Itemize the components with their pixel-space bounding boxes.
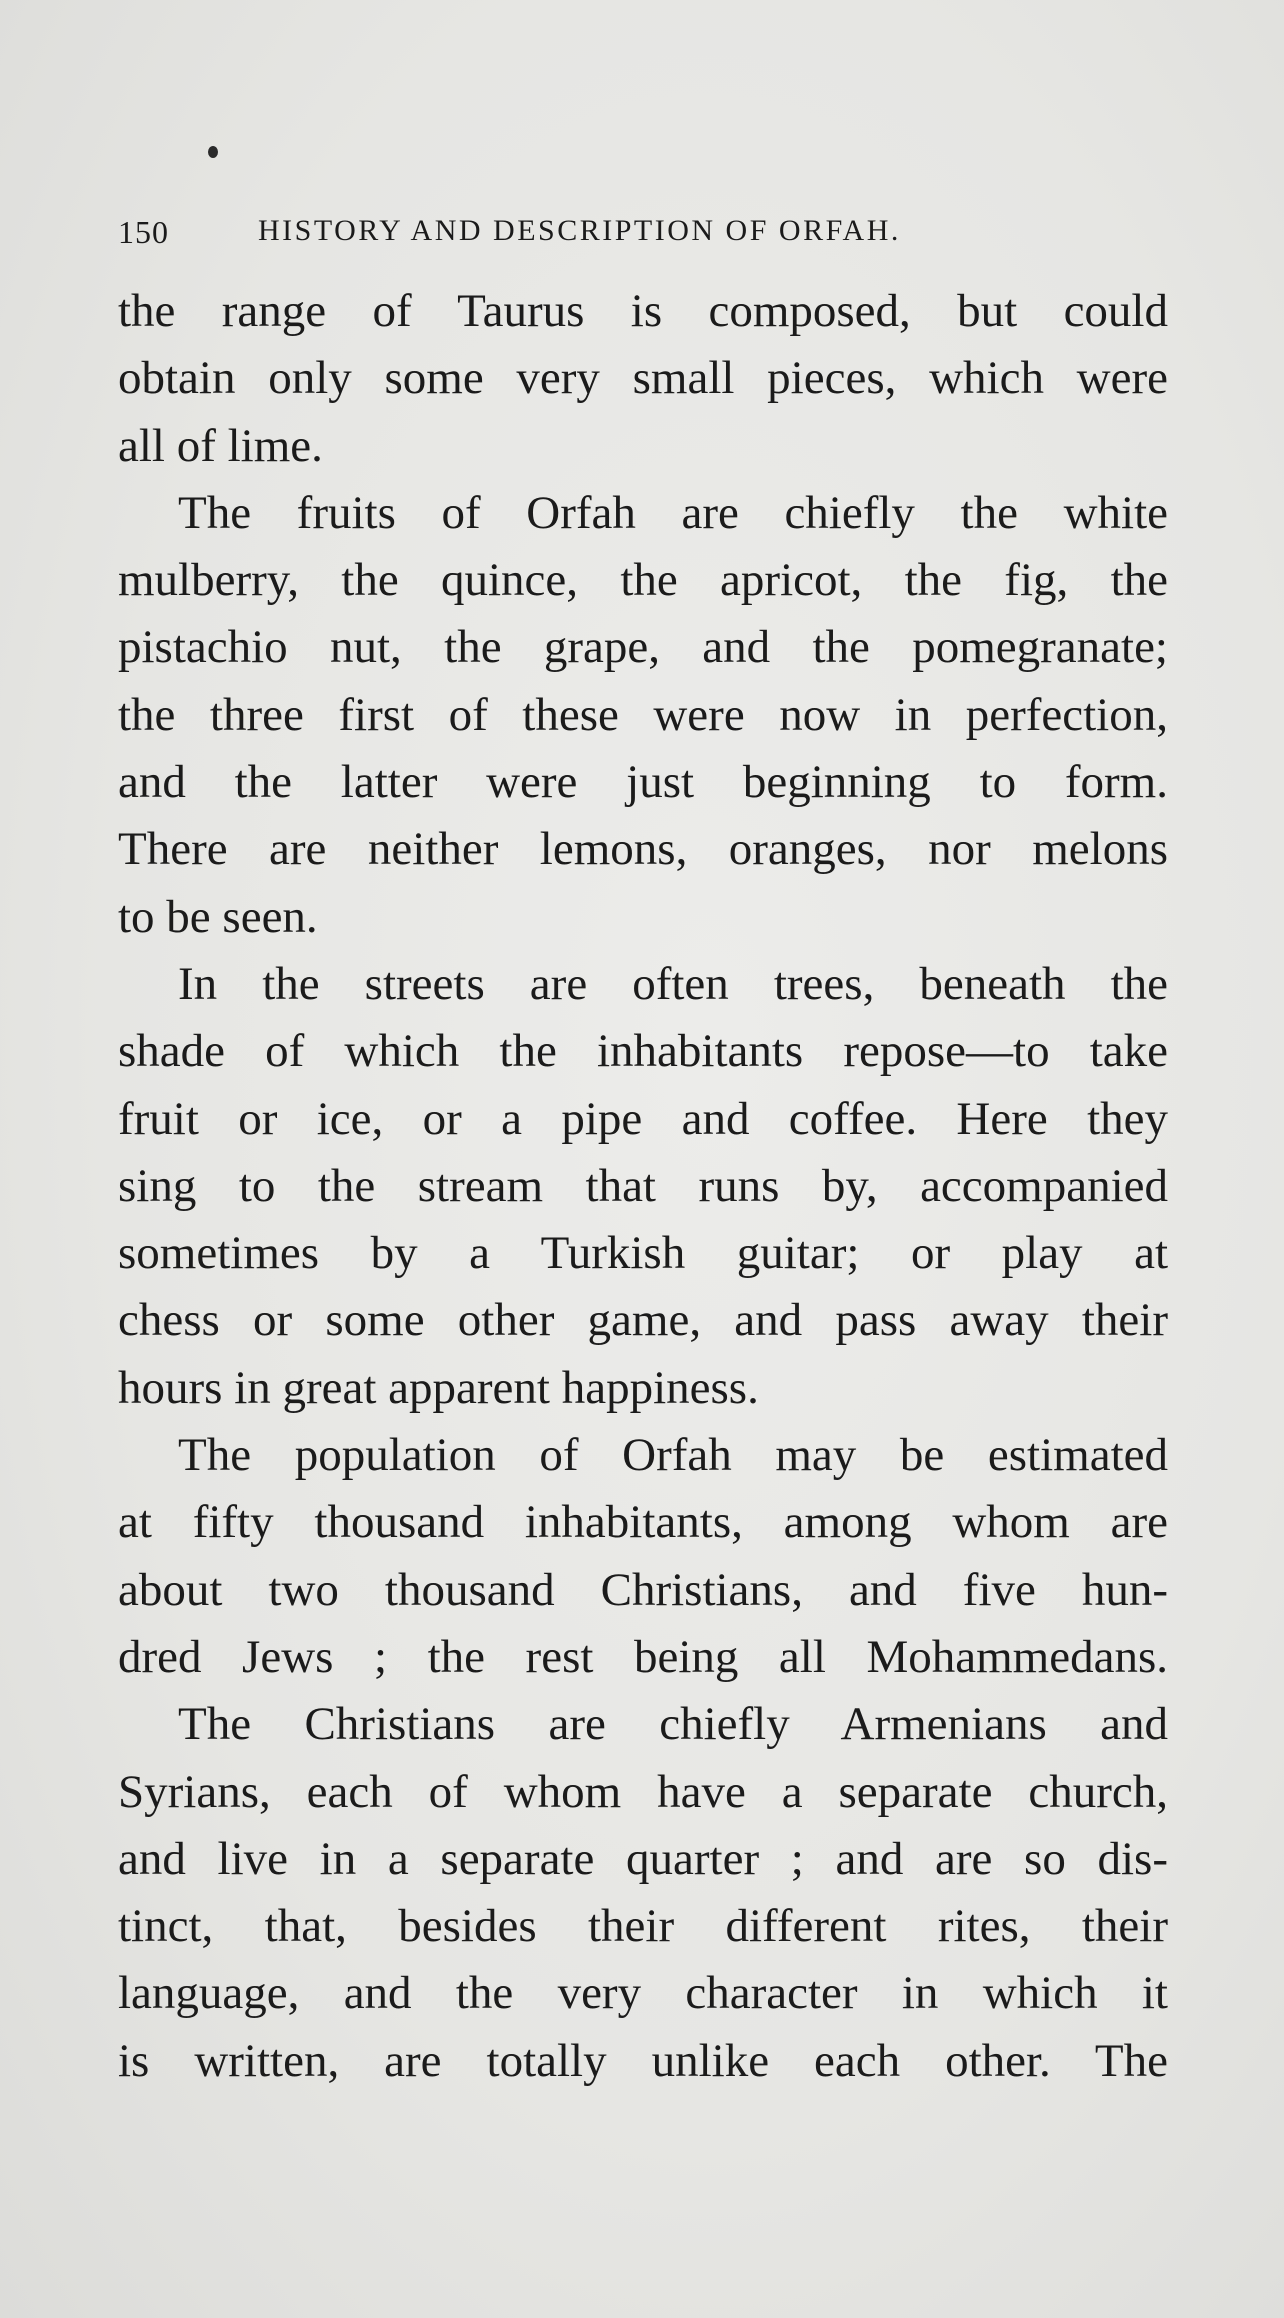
- text-line: shade of which the inhabitants repose—to take: [118, 1025, 1168, 1078]
- text-line: sometimes by a Turkish guitar; or play at: [118, 1227, 1168, 1280]
- text-line: chess or some other game, and pass away their: [118, 1294, 1168, 1347]
- text-line: sing to the stream that runs by, accompanied: [118, 1159, 1168, 1212]
- text-line: language, and the very character in which it: [118, 1967, 1168, 2020]
- text-line: to be seen.: [118, 890, 318, 943]
- text-line: The Christians are chiefly Armenians and: [178, 1698, 1168, 1751]
- page-number: 150: [118, 214, 169, 250]
- text-line: the three first of these were now in perfection,: [118, 688, 1168, 741]
- text-line: There are neither lemons, oranges, nor melons: [118, 823, 1168, 876]
- text-line: at fifty thousand inhabitants, among whom are: [118, 1496, 1168, 1549]
- text-line: fruit or ice, or a pipe and coffee. Here they: [118, 1092, 1168, 1145]
- text-line: about two thousand Christians, and five hun-: [118, 1563, 1168, 1616]
- text-line: dred Jews ; the rest being all Mohammedans.: [118, 1630, 1168, 1683]
- text-line: The population of Orfah may be estimated: [178, 1429, 1168, 1482]
- text-line: hours in great apparent happiness.: [118, 1361, 759, 1414]
- text-line: pistachio nut, the grape, and the pomegranate;: [118, 621, 1168, 674]
- text-line: all of lime.: [118, 419, 323, 472]
- running-title: HISTORY AND DESCRIPTION OF ORFAH.: [258, 214, 901, 247]
- text-line: tinct, that, besides their different rites, their: [118, 1900, 1168, 1953]
- text-line: The fruits of Orfah are chiefly the white: [178, 486, 1168, 539]
- text-line: is written, are totally unlike each other. The: [118, 2034, 1168, 2087]
- text-line: mulberry, the quince, the apricot, the fig, the: [118, 554, 1168, 607]
- text-line: In the streets are often trees, beneath the: [178, 957, 1168, 1010]
- text-line: Syrians, each of whom have a separate church,: [118, 1765, 1168, 1818]
- text-line: the range of Taurus is composed, but could: [118, 285, 1168, 337]
- body-text: [118, 278, 1168, 2095]
- text-line: and live in a separate quarter ; and are so dis-: [118, 1832, 1168, 1885]
- ink-speck: [208, 146, 218, 158]
- text-line: obtain only some very small pieces, which were: [118, 352, 1168, 405]
- running-head: [118, 214, 1158, 264]
- text-line: and the latter were just beginning to form.: [118, 756, 1168, 809]
